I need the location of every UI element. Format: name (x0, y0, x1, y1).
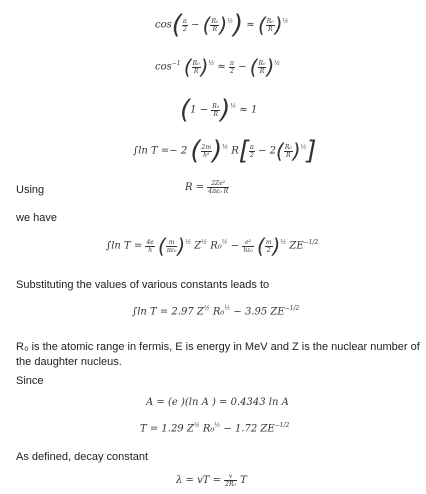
paragraph-since: Since (16, 375, 44, 387)
fraction: $\frac{\pi}{2}$ (182, 17, 187, 33)
equation-9: T = 1.29 $Z^{\frac{1}{2}}$ R₀$^{\frac{1}{2}}$ − 1.72 $ZE^{-1/2}$ (140, 422, 290, 435)
paragraph-as-defined: As defined, decay constant (16, 451, 149, 463)
paragraph-substituting: Substituting the values of various constants leads to (16, 279, 270, 291)
equation-7: ∫ln T = 2.97 $Z^{\frac{1}{2}}$ R₀$^{\frac{1}{2}}$ − 3.95 $ZE^{-1/2}$ (132, 305, 300, 318)
equation-10: λ = vT = $\frac{v}{\text{2R₀}}$ T (176, 473, 247, 488)
paragraph-we-have: we have (16, 212, 57, 224)
equation-4: ∫ln T =− 2 ( $\frac{2m}{\text{h²}}$ )$^{\frac{1}{2}}$ R[ $\frac{\pi}{2}$ − 2( $\frac{\text{R₀}}{R}$ )$^{\frac{1}{2}}$] (133, 136, 317, 166)
paragraph-using: Using (16, 184, 45, 196)
paragraph-r0-note: R₀ is the atomic range in fermis, E is energy in MeV and Z is the nuclear number of the daughter nucleus. (16, 341, 420, 368)
equation-3: (1 − $\frac{\text{R₀}}{R}$ )$^{\frac{1}{2}}$ ≈ 1 (180, 95, 258, 125)
equation-6: ∫ln T = $\frac{4e}{h}$ ( $\frac{m}{\text{πε₀}}$ )$^{\frac{1}{2}}$ $Z^{\frac{1}{2}}$ R₀$^{\frac{1}{2}}$ − $\frac{\text{e²}}{\text{hε₀}}$ ( $\frac{m}{2}$ )$^{\frac{1}{2}}$ $ZE^{-1/2}$ (106, 234, 319, 258)
equation-1: cos( $\frac{\pi}{2}$ − ( $\frac{\text{R₀}}{R}$ )$^{\frac{1}{2}}$) ≈ ( $\frac{\text{R₀}}{R}$ )$^{\frac{1}{2}}$ (155, 10, 289, 40)
cos-text: cos (155, 19, 172, 31)
equation-5: R = $\frac{\text{2Ze²}}{\text{4πε₀ R}}$ (185, 180, 229, 195)
equation-2: $\cos^{-1}$ ( $\frac{\text{R₀}}{R}$ )$^{\frac{1}{2}}$ ≈ $\frac{\pi}{2}$ − ( $\frac{\text{R₀}}{R}$ )$^{\frac{1}{2}}$ (155, 55, 281, 79)
equation-8: A = (e )(ln A ) = 0.4343 ln A (146, 397, 289, 408)
fraction: $\frac{\text{R₀}}{R}$ (211, 17, 219, 33)
